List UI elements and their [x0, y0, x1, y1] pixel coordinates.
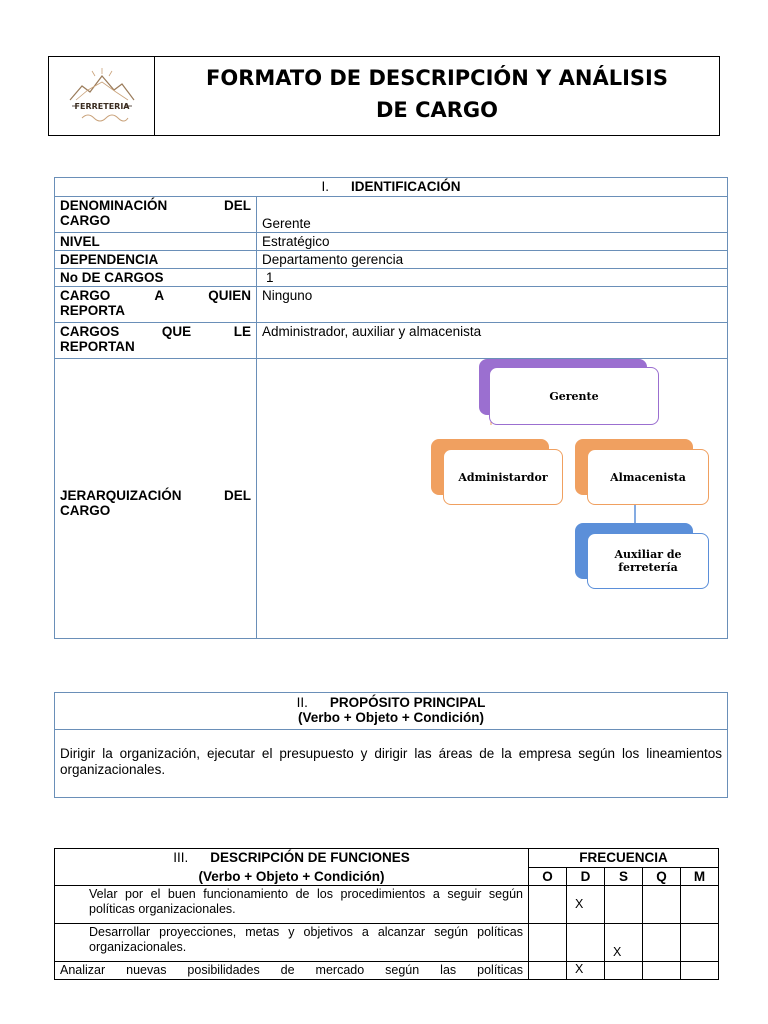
org-node-administrador: Administardor: [443, 449, 563, 505]
header-divider: [154, 56, 155, 136]
function-row-text: Desarrollar proyecciones, metas y objetivos a alcanzar según políticas organizacionales.: [55, 924, 529, 962]
logo-text: FERRETERIA: [74, 102, 130, 111]
function-mark: [681, 924, 719, 962]
function-mark: [681, 886, 719, 924]
function-mark: X: [605, 924, 643, 962]
value-denominacion: Gerente: [257, 197, 728, 233]
label-no-cargos: No DE CARGOS: [55, 269, 257, 287]
value-cargo-reporta: Ninguno: [257, 287, 728, 323]
title-line-2: DE CARGO: [375, 98, 498, 122]
function-mark: [643, 962, 681, 980]
label-cargos-reportan: CARGOS QUE LE REPORTAN: [55, 323, 257, 359]
label-cargo-reporta: CARGO A QUIEN REPORTA: [55, 287, 257, 323]
purpose-text: Dirigir la organización, ejecutar el presupuesto y dirigir las áreas de la empresa según los lineamientos organizacionales.: [55, 730, 728, 798]
function-mark: [643, 924, 681, 962]
section-header-funciones: III. DESCRIPCIÓN DE FUNCIONES: [55, 849, 529, 868]
function-mark: [529, 924, 567, 962]
function-mark: X: [567, 962, 605, 980]
freq-col-m: M: [681, 868, 719, 886]
section-numeral: I.: [321, 179, 329, 194]
value-nivel: Estratégico: [257, 233, 728, 251]
value-cargos-reportan: Administrador, auxiliar y almacenista: [257, 323, 728, 359]
org-node-auxiliar: Auxiliar de ferretería: [587, 533, 709, 589]
label-nivel: NIVEL: [55, 233, 257, 251]
org-chart-cell: [257, 359, 728, 639]
function-mark: X: [567, 886, 605, 924]
freq-col-d: D: [567, 868, 605, 886]
freq-col-s: S: [605, 868, 643, 886]
function-mark: [605, 886, 643, 924]
section-header-proposito: II. PROPÓSITO PRINCIPAL (Verbo + Objeto + Condición): [55, 693, 728, 730]
org-node-almacenista: Almacenista: [587, 449, 709, 505]
function-mark: [681, 962, 719, 980]
org-chart: [257, 359, 727, 637]
org-node-gerente: Gerente: [489, 367, 659, 425]
frequency-title: FRECUENCIA: [529, 849, 719, 868]
label-dependencia: DEPENDENCIA: [55, 251, 257, 269]
header-left-border: [48, 56, 49, 136]
value-dependencia: Departamento gerencia: [257, 251, 728, 269]
value-no-cargos: 1: [257, 269, 728, 287]
function-mark: [529, 886, 567, 924]
function-mark: [529, 962, 567, 980]
identification-table: [54, 177, 728, 639]
company-logo: [62, 62, 142, 128]
label-denominacion: DENOMINACIÓN DEL CARGO: [55, 197, 257, 233]
functions-table: [54, 848, 719, 980]
function-row-text: Analizar nuevas posibilidades de mercado según las políticas: [55, 962, 529, 980]
section-header-identificacion: [55, 178, 728, 197]
function-mark: [567, 924, 605, 962]
function-row-text: Velar por el buen funcionamiento de los procedimientos a seguir según políticas organizacionales.: [55, 886, 529, 924]
functions-subtitle: (Verbo + Objeto + Condición): [55, 868, 529, 886]
section-title: IDENTIFICACIÓN: [351, 179, 461, 194]
freq-col-q: Q: [643, 868, 681, 886]
function-mark: [643, 886, 681, 924]
document-title: [156, 62, 718, 132]
purpose-table: [54, 692, 728, 798]
label-jerarquizacion: JERARQUIZACIÓN DEL CARGO: [55, 359, 257, 639]
function-mark: [605, 962, 643, 980]
title-line-1: FORMATO DE DESCRIPCIÓN Y ANÁLISIS: [206, 66, 668, 90]
freq-col-o: O: [529, 868, 567, 886]
